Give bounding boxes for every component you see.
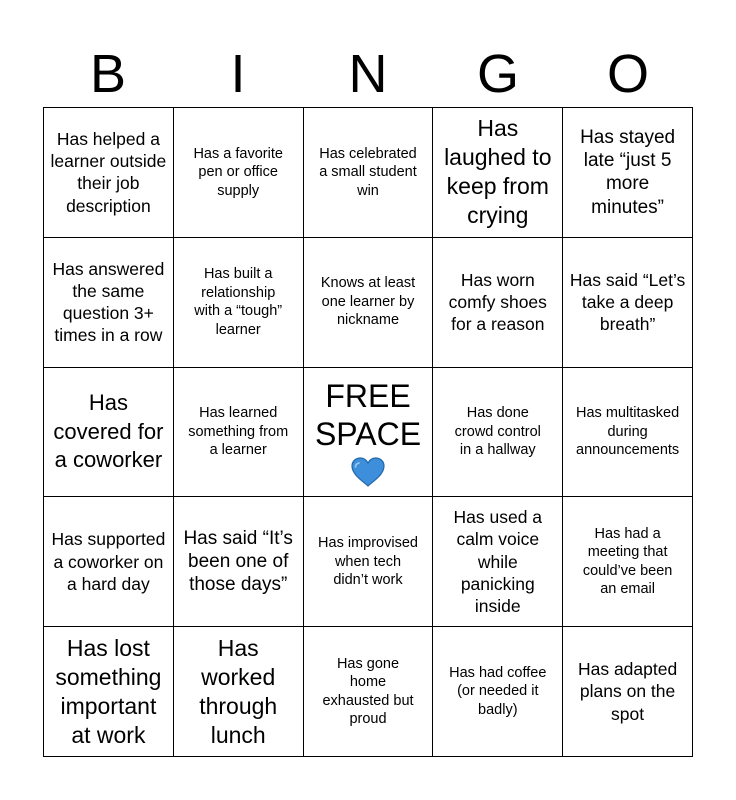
free-space-label: FREE SPACE (314, 377, 422, 452)
header-letter-o: O (606, 44, 649, 104)
header-letter-g: G (476, 44, 519, 104)
cell-text: Has helped a learner outside their job description (50, 128, 167, 216)
cell-text: Has adapted plans on the spot (577, 659, 678, 724)
cell-text: Has gone home exhausted but proud (322, 655, 414, 728)
bingo-cell[interactable] (44, 238, 174, 368)
bingo-cell[interactable] (174, 497, 304, 627)
free-space-cell[interactable] (304, 368, 434, 498)
cell-text: Knows at least one learner by nickname (320, 275, 416, 329)
bingo-cell[interactable] (433, 108, 563, 238)
bingo-cell[interactable] (433, 627, 563, 757)
bingo-header (43, 40, 693, 108)
cell-text: Has lost something important at work (55, 634, 162, 748)
bingo-cell[interactable] (174, 108, 304, 238)
bingo-cell[interactable] (563, 497, 693, 627)
cell-text: Has said “It’s been one of those days” (183, 528, 293, 596)
cell-text: Has had a meeting that could’ve been an email (582, 525, 673, 598)
bingo-cell[interactable] (563, 627, 693, 757)
header-letter-i: I (230, 44, 246, 104)
cell-text: Has stayed late “just 5 more minutes” (580, 127, 676, 218)
bingo-cell[interactable] (563, 108, 693, 238)
cell-text: Has a favorite pen or office supply (193, 145, 283, 199)
cell-text: Has laughed to keep from crying (444, 115, 552, 229)
bingo-cell[interactable] (304, 108, 434, 238)
cell-text: Has built a relationship with a “tough” learner (194, 266, 283, 338)
bingo-board (43, 107, 693, 757)
cell-text: Has said “Let’s take a deep breath” (569, 269, 686, 335)
cell-text: Has done crowd control in a hallway (454, 405, 541, 459)
cell-text: Has answered the same question 3+ times in a row (52, 258, 165, 346)
cell-text: Has worked through lunch (199, 634, 278, 748)
bingo-cell[interactable] (44, 497, 174, 627)
bingo-cell[interactable] (433, 368, 563, 498)
bingo-cell[interactable] (563, 368, 693, 498)
cell-text: Has worn comfy shoes for a reason (448, 269, 547, 335)
bingo-cell[interactable] (433, 238, 563, 368)
cell-text: Has supported a coworker on a hard day (51, 529, 166, 594)
bingo-cell[interactable] (174, 627, 304, 757)
cell-text: Has learned something from a learner (188, 405, 289, 459)
bingo-cell[interactable] (304, 497, 434, 627)
cell-text: Has had coffee (or needed it badly) (449, 664, 547, 718)
bingo-cell[interactable] (304, 238, 434, 368)
bingo-cell[interactable] (563, 238, 693, 368)
bingo-cell[interactable] (44, 108, 174, 238)
header-letter-b: B (89, 44, 127, 104)
bingo-cell[interactable] (174, 368, 304, 498)
bingo-cell[interactable] (44, 627, 174, 757)
cell-text: Has celebrated a small student win (319, 145, 417, 199)
blue-heart-icon (351, 457, 385, 487)
cell-text: Has multitasked during announcements (576, 405, 680, 459)
bingo-cell[interactable] (433, 497, 563, 627)
header-letter-n: N (348, 44, 388, 104)
cell-text: Has used a calm voice while panicking inside (453, 507, 543, 617)
bingo-cell[interactable] (44, 368, 174, 498)
bingo-cell[interactable] (174, 238, 304, 368)
cell-text: Has improvised when tech didn’t work (318, 534, 418, 589)
cell-text: Has covered for a coworker (53, 390, 164, 473)
bingo-cell[interactable] (304, 627, 434, 757)
